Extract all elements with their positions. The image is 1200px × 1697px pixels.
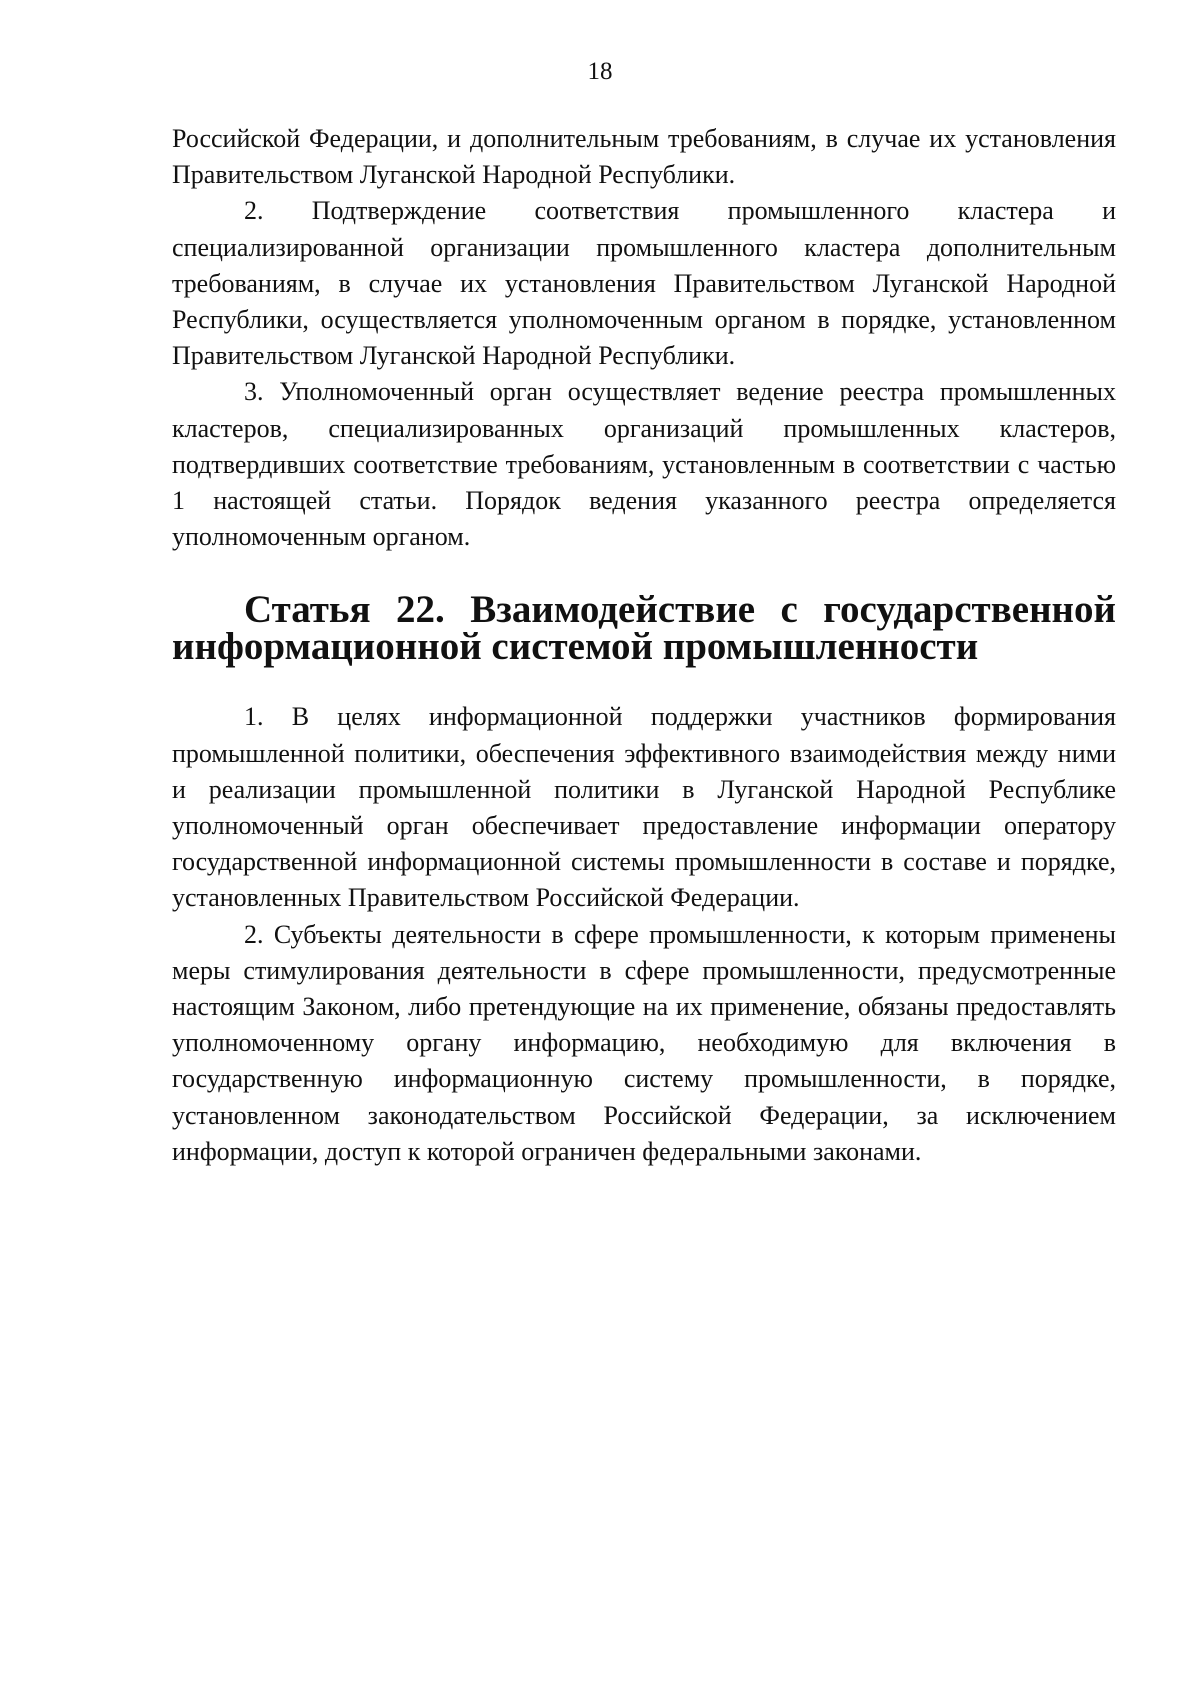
- article-paragraph-2: 2. Субъекты деятельности в сфере промышленности, к которым применены меры стимулирования деятельности в сфере промышленности, предусмотренные настоящим Законом, либо претендующие на их применение, обязаны предоставлять уполномоченному органу информацию, необходимую для включения в государственную информационную систему промышленности, в порядке, установленном законодательством Российской Федерации, за исключением информации, доступ к которой ограничен федеральными законами.: [172, 919, 1116, 1166]
- document-body: [172, 121, 1116, 1170]
- paragraph-item-2: 2. Подтверждение соответствия промышленного кластера и специализированной организации промышленного кластера дополнительным требованиям, в случае их установления Правительством Луганской Народной Республики, осуществляется уполномоченным органом в порядке, установленном Правительством Луганской Народной Республики.: [172, 196, 1116, 371]
- page-number: 18: [587, 58, 613, 85]
- article-paragraph-1: 1. В целях информационной поддержки участников формирования промышленной политики, обеспечения эффективного взаимодействия между ними и реализации промышленной политики в Луганской Народной Республике уполномоченный орган обеспечивает предоставление информации оператору государственной информационной системы промышленности в составе и порядке, установленных Правительством Российской Федерации.: [172, 702, 1116, 913]
- article-heading: Статья 22. Взаимодействие с государственной информационной системой промышленности: [172, 588, 1116, 669]
- paragraph-continuation: Российской Федерации, и дополнительным требованиям, в случае их установления Правительством Луганской Народной Республики.: [172, 124, 1116, 190]
- paragraph-item-3: 3. Уполномоченный орган осуществляет ведение реестра промышленных кластеров, специализированных организаций промышленных кластеров, подтвердивших соответствие требованиям, установленным в соответствии с частью 1 настоящей статьи. Порядок ведения указанного реестра определяется уполномоченным органом.: [172, 377, 1116, 552]
